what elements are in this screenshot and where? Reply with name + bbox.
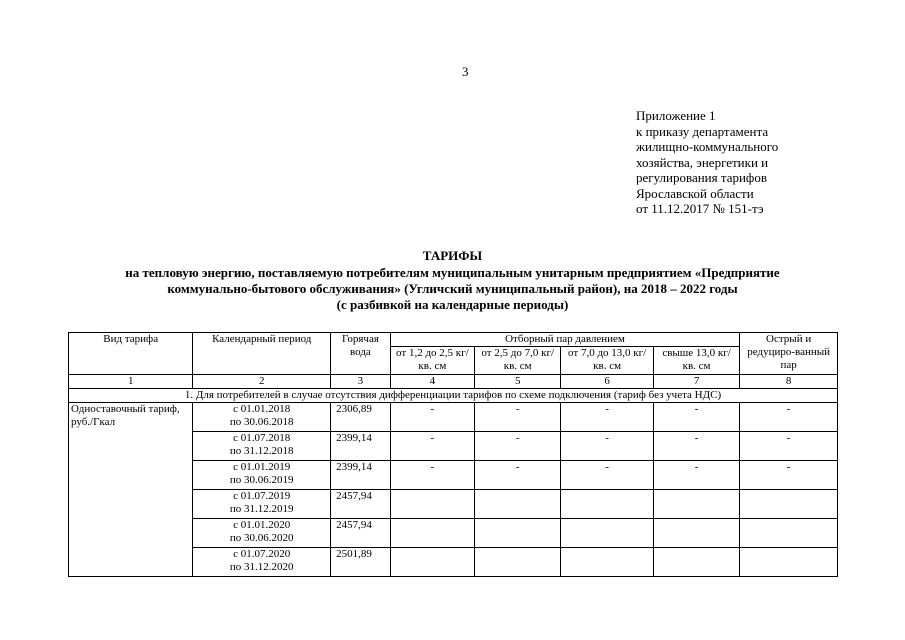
steam-1-value xyxy=(390,548,474,577)
hot-water-value: 2457,94 xyxy=(331,490,391,519)
column-number: 5 xyxy=(475,375,561,389)
column-number: 7 xyxy=(653,375,739,389)
title-line: коммунально-бытового обслуживания» (Угличский муниципальный район), на 2018 – 2022 годы xyxy=(167,281,738,296)
header-tariff-type: Вид тарифа xyxy=(69,333,193,375)
steam-3-value xyxy=(561,519,654,548)
title-line: (с разбивкой на календарные периоды) xyxy=(336,297,569,312)
column-number: 1 xyxy=(69,375,193,389)
steam-2-value xyxy=(475,490,561,519)
period-to: по 30.06.2019 xyxy=(229,474,294,486)
steam-2-value: - xyxy=(475,403,561,432)
steam-4-value xyxy=(653,548,739,577)
steam-1-value xyxy=(390,490,474,519)
period-from: с 01.07.2018 xyxy=(233,432,291,444)
period-to: по 30.06.2018 xyxy=(229,416,294,428)
header-steam-4: свыше 13,0 кг/ кв. см xyxy=(653,347,739,375)
header-period: Календарный период xyxy=(193,333,331,375)
period-cell xyxy=(193,461,331,490)
hot-water-value: 2457,94 xyxy=(331,519,391,548)
period-to: по 31.12.2020 xyxy=(229,561,294,573)
hot-water-value: 2399,14 xyxy=(331,461,391,490)
tariffs-table xyxy=(68,332,838,577)
period-to: по 30.06.2020 xyxy=(229,532,294,544)
header-steam-3: от 7,0 до 13,0 кг/ кв. см xyxy=(561,347,654,375)
appendix-line: к приказу департамента xyxy=(636,123,769,139)
period-cell xyxy=(193,519,331,548)
header-hot-water: Горячая вода xyxy=(331,333,391,375)
steam-3-value: - xyxy=(561,403,654,432)
section-row xyxy=(69,389,838,403)
column-number: 6 xyxy=(561,375,654,389)
document-title xyxy=(40,248,865,313)
period-to: по 31.12.2019 xyxy=(229,503,294,515)
period-from: с 01.01.2020 xyxy=(233,519,291,531)
period-cell xyxy=(193,548,331,577)
hot-water-value: 2501,89 xyxy=(331,548,391,577)
appendix-block xyxy=(636,108,876,217)
steam-3-value xyxy=(561,548,654,577)
appendix-line: Приложение 1 xyxy=(636,108,716,123)
column-number: 4 xyxy=(390,375,474,389)
title-heading: ТАРИФЫ xyxy=(422,248,483,263)
sharp-steam-value xyxy=(740,519,838,548)
title-line: на тепловую энергию, поставляемую потребителям муниципальным унитарным предприятием «Предприятие xyxy=(125,265,780,280)
steam-4-value: - xyxy=(653,461,739,490)
sharp-steam-value xyxy=(740,548,838,577)
period-from: с 01.07.2019 xyxy=(233,490,291,502)
tariff-name: Одноставочный тариф, руб./Гкал xyxy=(69,403,193,577)
steam-4-value xyxy=(653,490,739,519)
column-number-row xyxy=(69,375,838,389)
appendix-line: от 11.12.2017 № 151-тэ xyxy=(636,201,764,216)
period-from: с 01.07.2020 xyxy=(233,548,291,560)
period-cell xyxy=(193,432,331,461)
steam-3-value: - xyxy=(561,432,654,461)
hot-water-value: 2399,14 xyxy=(331,432,391,461)
steam-1-value: - xyxy=(390,403,474,432)
header-sharp-steam: Острый и редуциро-ванный пар xyxy=(740,333,838,375)
steam-1-value xyxy=(390,519,474,548)
steam-1-value: - xyxy=(390,432,474,461)
steam-2-value xyxy=(475,519,561,548)
sharp-steam-value: - xyxy=(740,461,838,490)
header-row xyxy=(69,333,838,347)
steam-4-value: - xyxy=(653,432,739,461)
steam-1-value: - xyxy=(390,461,474,490)
page-number: 3 xyxy=(462,64,469,79)
steam-3-value: - xyxy=(561,461,654,490)
sharp-steam-value: - xyxy=(740,432,838,461)
table-row xyxy=(69,403,838,432)
appendix-line: жилищно-коммунального xyxy=(636,139,779,154)
steam-2-value: - xyxy=(475,432,561,461)
steam-2-value xyxy=(475,548,561,577)
column-number: 2 xyxy=(193,375,331,389)
column-number: 8 xyxy=(740,375,838,389)
header-steam-group: Отборный пар давлением xyxy=(390,333,740,347)
sharp-steam-value xyxy=(740,490,838,519)
period-to: по 31.12.2018 xyxy=(229,445,294,457)
period-from: с 01.01.2019 xyxy=(233,461,291,473)
column-number: 3 xyxy=(331,375,391,389)
sharp-steam-value: - xyxy=(740,403,838,432)
steam-3-value xyxy=(561,490,654,519)
appendix-line: регулирования тарифов xyxy=(636,170,767,185)
period-from: с 01.01.2018 xyxy=(233,403,291,415)
steam-2-value: - xyxy=(475,461,561,490)
appendix-line: хозяйства, энергетики и xyxy=(636,154,769,170)
period-cell xyxy=(193,403,331,432)
period-cell xyxy=(193,490,331,519)
steam-4-value: - xyxy=(653,403,739,432)
hot-water-value: 2306,89 xyxy=(331,403,391,432)
header-steam-1: от 1,2 до 2,5 кг/ кв. см xyxy=(390,347,474,375)
steam-4-value xyxy=(653,519,739,548)
header-steam-2: от 2,5 до 7,0 кг/ кв. см xyxy=(475,347,561,375)
appendix-line: Ярославской области xyxy=(636,185,754,201)
section-title: 1. Для потребителей в случае отсутствия дифференциации тарифов по схеме подключения (тариф без учета НДС) xyxy=(69,389,838,403)
